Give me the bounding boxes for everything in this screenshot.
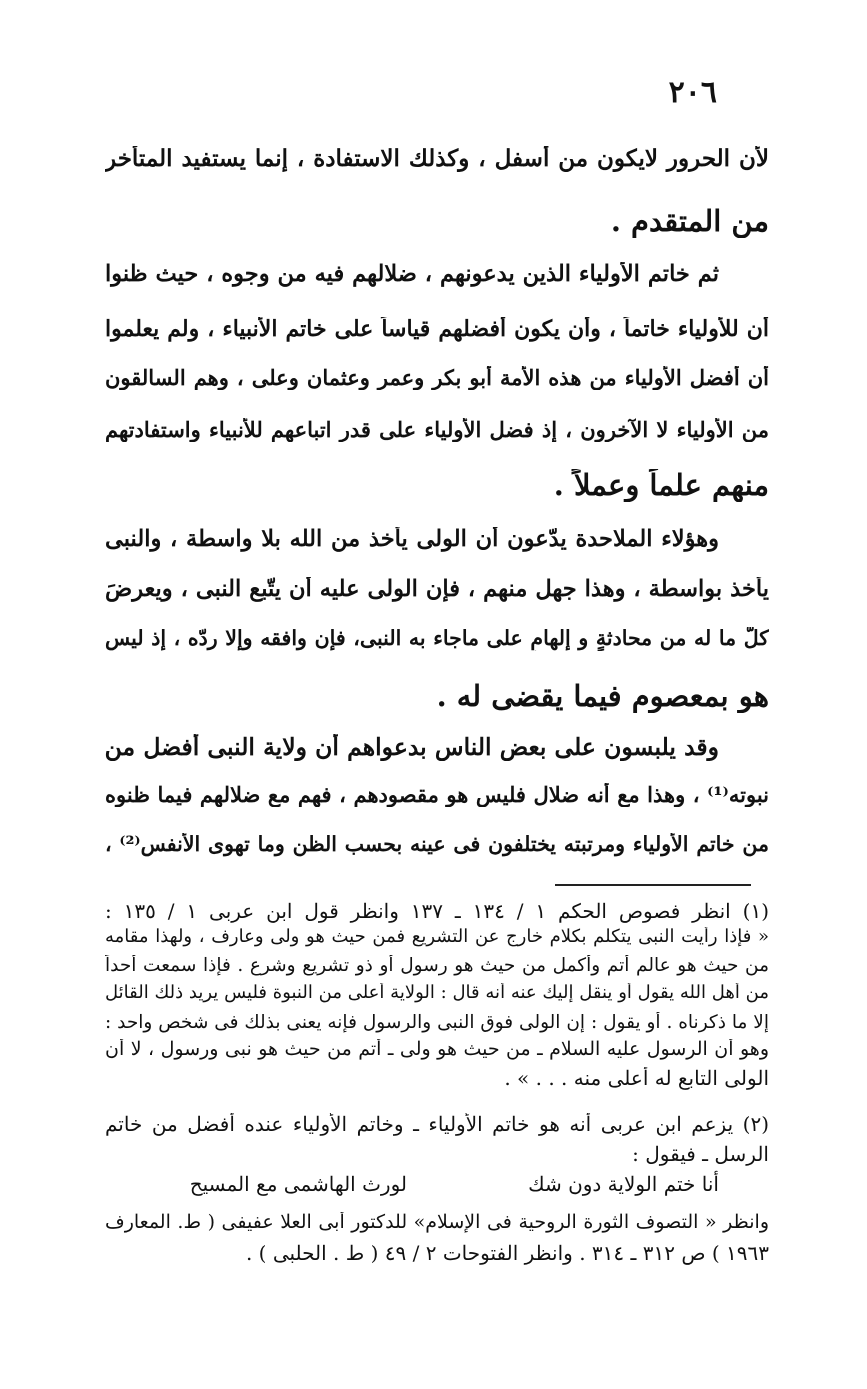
body-line-12: وقد يلبسون على بعض الناس بدعواهم أن ولاية النبى أفضل من	[105, 734, 719, 761]
body-line-4: أن للأولياء خاتماً ، وأن يكون أفضلهم قياساً على خاتم الأنبياء ، ولم يعلموا	[105, 317, 769, 342]
poem-hemistich-2: لورث الهاشمى مع المسيح	[189, 1172, 407, 1196]
footnote-line-1: (١) انظر فصوص الحكم ١ / ١٣٤ ـ ١٣٧ وانظر قول ابن عربى ١ / ١٣٥ :	[105, 900, 769, 923]
footnote-line-3: من حيث هو عالم أتم وأكمل من حيث هو رسول أو ذو تشريع وشرع . فإذا سمعت أحداً	[105, 955, 769, 976]
footnote-line-4: من أهل الله يقول أو ينقل إليك عنه أنه قال : الولاية أعلى من النبوة فليس يريد ذلك القائل	[105, 983, 769, 1003]
body-line-7: منهم علماً وعملاً .	[553, 469, 769, 502]
body-line-5: أن أفضل الأولياء من هذه الأمة أبو بكر وعمر وعثمان وعلى ، وهم السالقون	[105, 366, 769, 390]
footnote-line-6: وهو أن الرسول عليه السلام ـ من حيث هو ولى ـ أتم من حيث هو نبى ورسول ، لا أن	[105, 1039, 769, 1060]
body-line-11: هو بمعصوم فيما يقضى له .	[436, 680, 769, 713]
footnote-line-9: الرسل ـ فيقول :	[632, 1143, 769, 1166]
body-line-1: لأن الحرور لايكون من أسفل ، وكذلك الاستفادة ، إنما يستفيد المتأخر	[105, 146, 769, 172]
body-line-8: وهؤلاء الملاحدة يدّعون أن الولى يأخذ من الله بلا واسطة ، والنبى	[105, 527, 719, 552]
body-line-6: من الأولياء لا الآخرون ، إذ فضل الأولياء على قدر اتباعهم للأنبياء واستفادتهم	[105, 418, 769, 442]
body-line-13: نبوته⁽¹⁾ ، وهذا مع أنه ضلال فليس هو مقصودهم ، فهم مع ضلالهم فيما ظنوه	[105, 783, 769, 807]
body-line-10: كلّ ما له من محادثةٍ و إلهامٍ على ماجاء به النبى، فإن وافقه وإلا ردّه ، إذ ليس	[105, 627, 769, 650]
page-number: ٢٠٦	[668, 75, 717, 110]
body-line-2: من المتقدم .	[610, 205, 769, 238]
footnote-line-7: الولى التابع له أعلى منه . . . » .	[504, 1067, 769, 1090]
body-line-9: يأخذ بواسطة ، وهذا جهل منهم ، فإن الولى عليه أن يتّبع النبى ، ويعرضَ	[105, 577, 769, 602]
footnote-line-5: إلا ما ذكرناه . أو يقول : إن الولى فوق النبى والرسول فإنه يعنى بذلك فى شخص واحد :	[105, 1012, 769, 1033]
footnote-line-8: (٢) يزعم ابن عربى أنه هو خاتم الأولياء ـ وخاتم الأولياء عنده أفضل من خاتم	[105, 1113, 769, 1136]
poem-hemistich-1: أنا ختم الولاية دون شك	[528, 1172, 719, 1196]
footnote-line-10: وانظر « التصوف الثورة الروحية فى الإسلام» للدكتور أبى العلا عفيفى ( ط. المعارف	[105, 1212, 769, 1233]
footnote-line-2: « فإذا رأيت النبى يتكلم بكلام خارج عن التشريع فمن حيث هو ولى وعارف ، ولهذا مقامه	[105, 927, 769, 947]
body-line-14: من خاتم الأولياء ومرتبته يختلفون فى عينه بحسب الظن وما تهوى الأنفس⁽²⁾ ،	[105, 833, 769, 856]
body-line-3: ثم خاتم الأولياء الذين يدعونهم ، ضلالهم فيه من وجوه ، حيث ظنوا	[105, 262, 719, 287]
footnote-separator	[555, 884, 751, 886]
footnote-line-11: ١٩٦٣ ) ص ٣١٢ ـ ٣١٤ . وانظر الفتوحات ٢ / ٤٩ ( ط . الحلبى ) .	[245, 1242, 769, 1265]
